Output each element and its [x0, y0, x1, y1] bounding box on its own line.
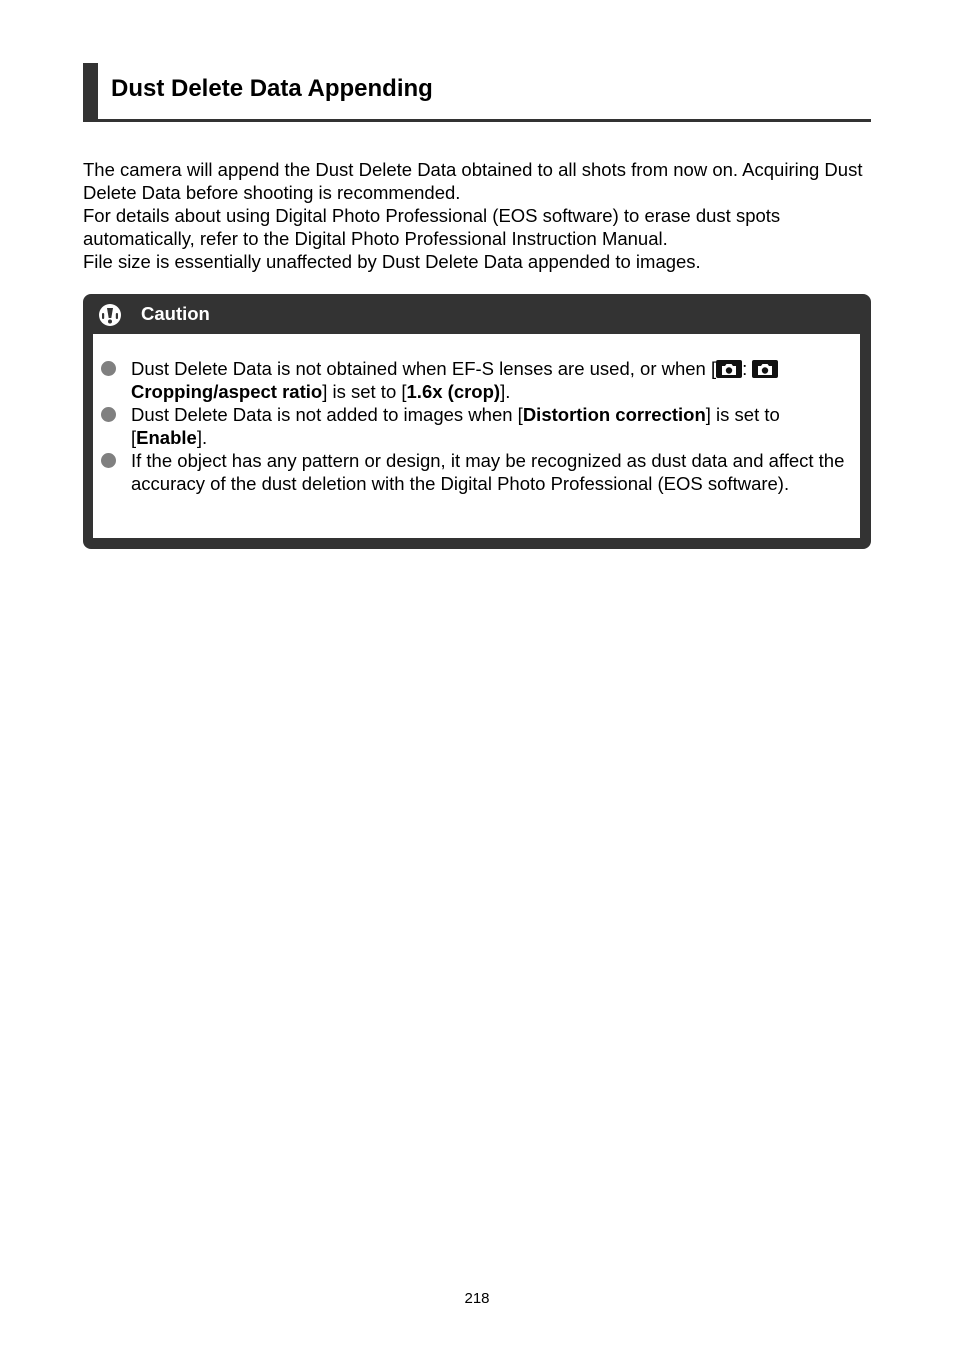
setting-name: Cropping/aspect ratio: [131, 381, 323, 402]
setting-value: 1.6x (crop): [406, 381, 501, 402]
caution-icon: [99, 304, 121, 326]
page-number: 218: [464, 1290, 490, 1307]
page-title: Dust Delete Data Appending: [111, 75, 433, 102]
caution-box: [83, 294, 871, 549]
camera-icon: [716, 360, 742, 378]
caution-list: [93, 357, 860, 495]
bullet-icon: [101, 361, 116, 376]
list-item: [93, 357, 860, 403]
caution-label: Caution: [141, 303, 210, 324]
intro-paragraph: The camera will append the Dust Delete Data obtained to all shots from now on. Acquiring Dust Delete Data before shooting is recommended.: [83, 159, 863, 203]
item-text: Dust Delete Data is not added to images when [: [131, 404, 523, 425]
item-text: :: [742, 358, 753, 379]
item-text: If the object has any pattern or design, it may be recognized as dust data and affect the accuracy of the dust deletion with the Digital Photo Professional (EOS software).: [131, 450, 845, 494]
setting-name: Distortion correction: [522, 404, 706, 425]
item-text: ] is set to [: [322, 381, 407, 402]
item-text: ].: [196, 427, 208, 448]
caution-body: [93, 334, 860, 538]
intro-paragraph: For details about using Digital Photo Professional (EOS software) to erase dust spots automatically, refer to the Digital Photo Professional Instruction Manual.: [83, 205, 781, 249]
list-item: [93, 403, 860, 449]
section-heading: [83, 63, 871, 122]
heading-accent-bar: [83, 63, 98, 119]
bullet-icon: [101, 407, 116, 422]
item-text: ].: [500, 381, 511, 402]
intro-text: [83, 158, 873, 273]
item-text: ] is set to [: [131, 404, 780, 448]
list-item: [93, 449, 860, 495]
item-text: Dust Delete Data is not obtained when EF-S lenses are used, or when [: [131, 358, 717, 379]
camera-icon: [752, 360, 778, 378]
bullet-icon: [101, 453, 116, 468]
intro-paragraph: File size is essentially unaffected by Dust Delete Data appended to images.: [83, 251, 701, 272]
setting-value: Enable: [136, 427, 197, 448]
